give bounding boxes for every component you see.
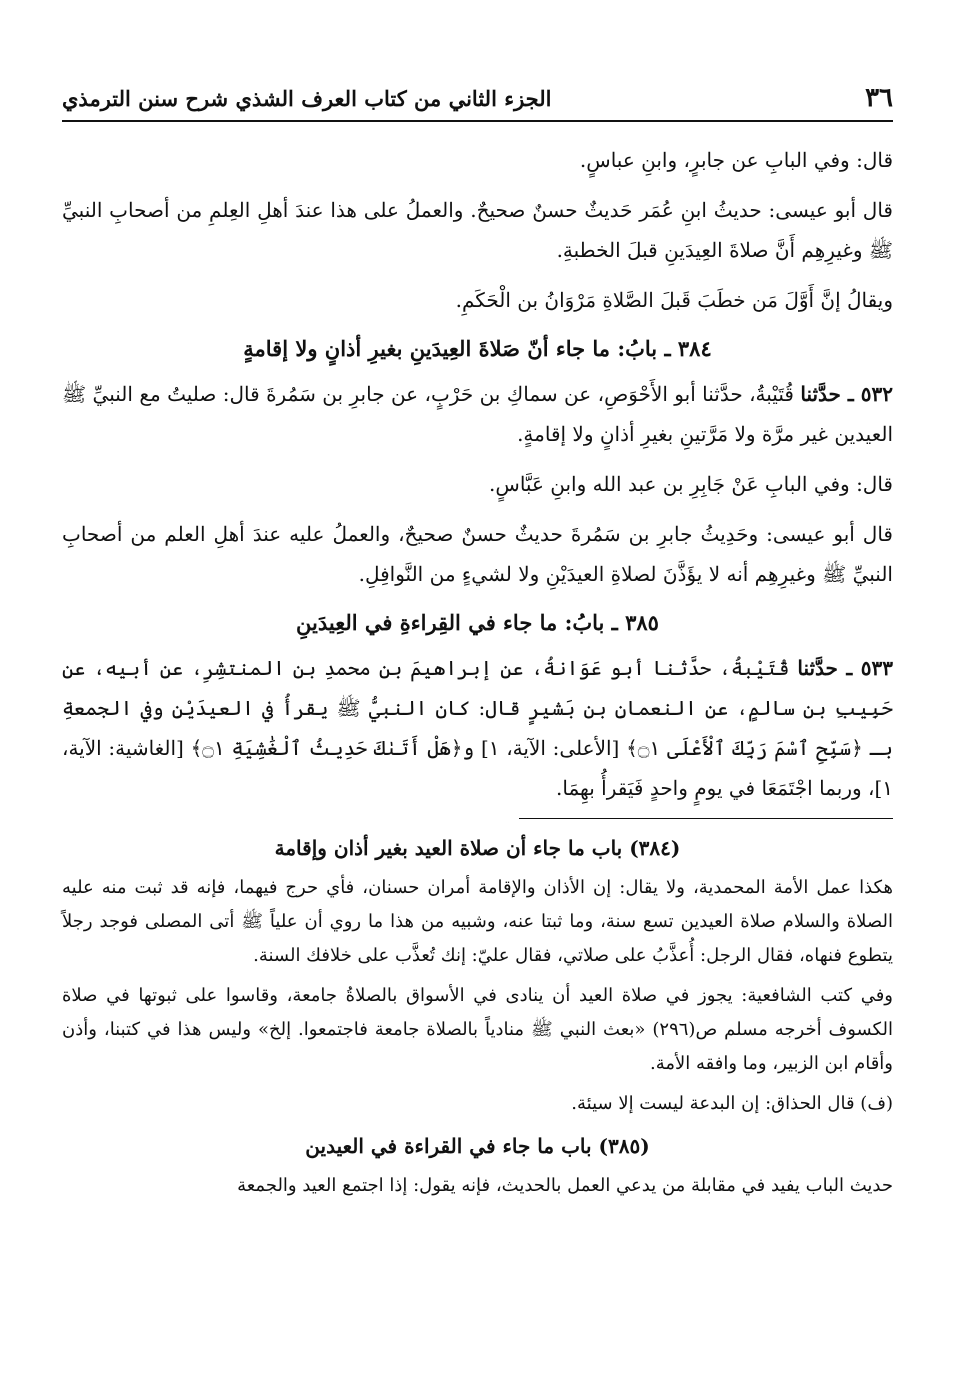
commentary-section <box>62 829 893 1203</box>
page-number: ٣٦ <box>865 83 893 113</box>
chapter-heading-385: ٣٨٥ ـ بابُ: ما جاء في القِراءةِ في العِيدَينِ <box>296 610 659 635</box>
narration-paragraph: قال: وفي البابِ عن جابرٍ، وابنِ عباسٍ. <box>579 148 893 172</box>
commentary-paragraph: وفي كتب الشافعية: يجوز في صلاة العيد أن ينادى في الأسواق بالصلاةُ جامعة، وقاسوا على ثبوتها في صلاة الكسوف أخرجه مسلم ص(٢٩٦) «بعث النبي ﷺ منادياً بالصلاة جامعة فاجتمعوا. إلخ» وليس هذا في كتبنا، وأذن وأقام ابن الزبير، وما وافقه الأمة. <box>62 985 893 1074</box>
hadith-number: ٥٣٣ ـ حدَّثنا <box>797 656 893 680</box>
hadith-532 <box>62 374 893 454</box>
commentary-heading-385: (٣٨٥) باب ما جاء في القراءة في العيدين <box>305 1134 650 1158</box>
hadith-text: قُتَيْبةُ، حدَّثنا أبو الأَحْوَصِ، عن سماكِ بن حَرْبٍ، عن جابرِ بن سَمُرةَ قال: صليتُ مع النبيِّ ﷺ العيدين غير مرَّة ولا مَرَّتينِ بغيرِ أذانٍ ولا إقامةٍ. <box>62 382 893 446</box>
page-header <box>62 76 893 122</box>
commentary-paragraph: هكذا عمل الأمة المحمدية، ولا يقال: إن الأذان والإقامة أمران حسنان، فأي حرج فيهما، فإنه قد ثبت منه عليه الصلاة والسلام صلاة العيدين تسع سنة، وما ثبتا عنه، وشبيه من هذا ما روي أن علياً ﷺ أتى المصلى فوجد رجلاً يتطوع فنهاه، فقال الرجل: أُعذَّبُ على صلاتي، فقال عليّ: إنك تُعذَّب على خلافك السنة. <box>62 877 893 966</box>
hadith-533 <box>62 648 893 808</box>
narration-paragraph: ويقالُ إنَّ أَوَّلَ مَن خطَبَ قَبلَ الصَّلاةِ مَرْوَانُ بن الْحَكَمِ. <box>455 288 893 312</box>
page-body <box>62 140 893 1209</box>
narration-paragraph: قال أبو عيسى: حديثُ ابنِ عُمَر حَديثٌ حسنٌ صحيحٌ. والعملُ على هذا عندَ أهلِ العِلمِ من أصحابِ النبيِّ ﷺ وغيرِهِم أَنَّ صلاةَ العِيدَينِ قبلَ الخطبةِ. <box>62 198 893 262</box>
commentary-paragraph: (ف) قال الحذاق: إن البدعة ليست إلا سيئة. <box>571 1093 893 1114</box>
running-title: الجزء الثاني من كتاب العرف الشذي شرح سنن الترمذي <box>62 85 552 111</box>
chapter-heading-384: ٣٨٤ ـ بابُ: ما جاء أنّ صَلاةَ العِيدَينِ بغيرِ أذانٍ ولا إقامةٍ <box>243 336 712 361</box>
narration-paragraph: قال: وفي البابِ عَنْ جَابِرِ بن عبد الله وابنِ عَبَّاسٍ. <box>489 472 893 496</box>
hadith-number: ٥٣٢ ـ حدَّثنا <box>800 382 894 406</box>
narration-paragraph: قال أبو عيسى: وحَدِيثُ جابرِ بن سَمُرةَ حديثٌ حسنٌ صحيحٌ، والعملُ عليه عندَ أهلِ العلم من أصحابِ النبيِّ ﷺ وغيرِهِم أنه لا يؤَذَّنَ لصلاةِ العيدَيْنِ ولا لشيءٍ من النَّوافِلِ. <box>62 522 893 586</box>
commentary-heading-384: (٣٨٤) باب ما جاء أن صلاة العيد بغير أذان وإقامة <box>274 836 681 860</box>
hadith-text: قُتَيْبةُ، حدَّثنا أبو عَوَانةُ، عن إبراهيمَ بن محمدِ بن المنتشِرِ، عن أبيه، عن حَبِيبِ بن سالمٍ، عن النعمانِ بن بَشيرٍ قال: كان النبيُّ ﷺ يقرأُ في العيدَيْنِ وفي الجمعةِ بـ ﴿سَبِّحِ ٱسْمَ رَبِّكَ ٱلْأَعْلَى ۝١﴾ [الأعلى: الآية، ١] و﴿هَلْ أَتَىٰكَ حَدِيثُ ٱلْغَٰشِيَةِ ۝١﴾ [الغاشية: الآية، ١]، وربما اجْتَمَعَا في يومٍ واحدٍ فَيَقرأُ بهِمَا. <box>62 656 894 800</box>
commentary-divider <box>519 818 893 819</box>
commentary-paragraph: حديث الباب يفيد في مقابلة من يدعي العمل بالحديث، فإنه يقول: إذا اجتمع العيد والجمعة <box>237 1175 893 1196</box>
